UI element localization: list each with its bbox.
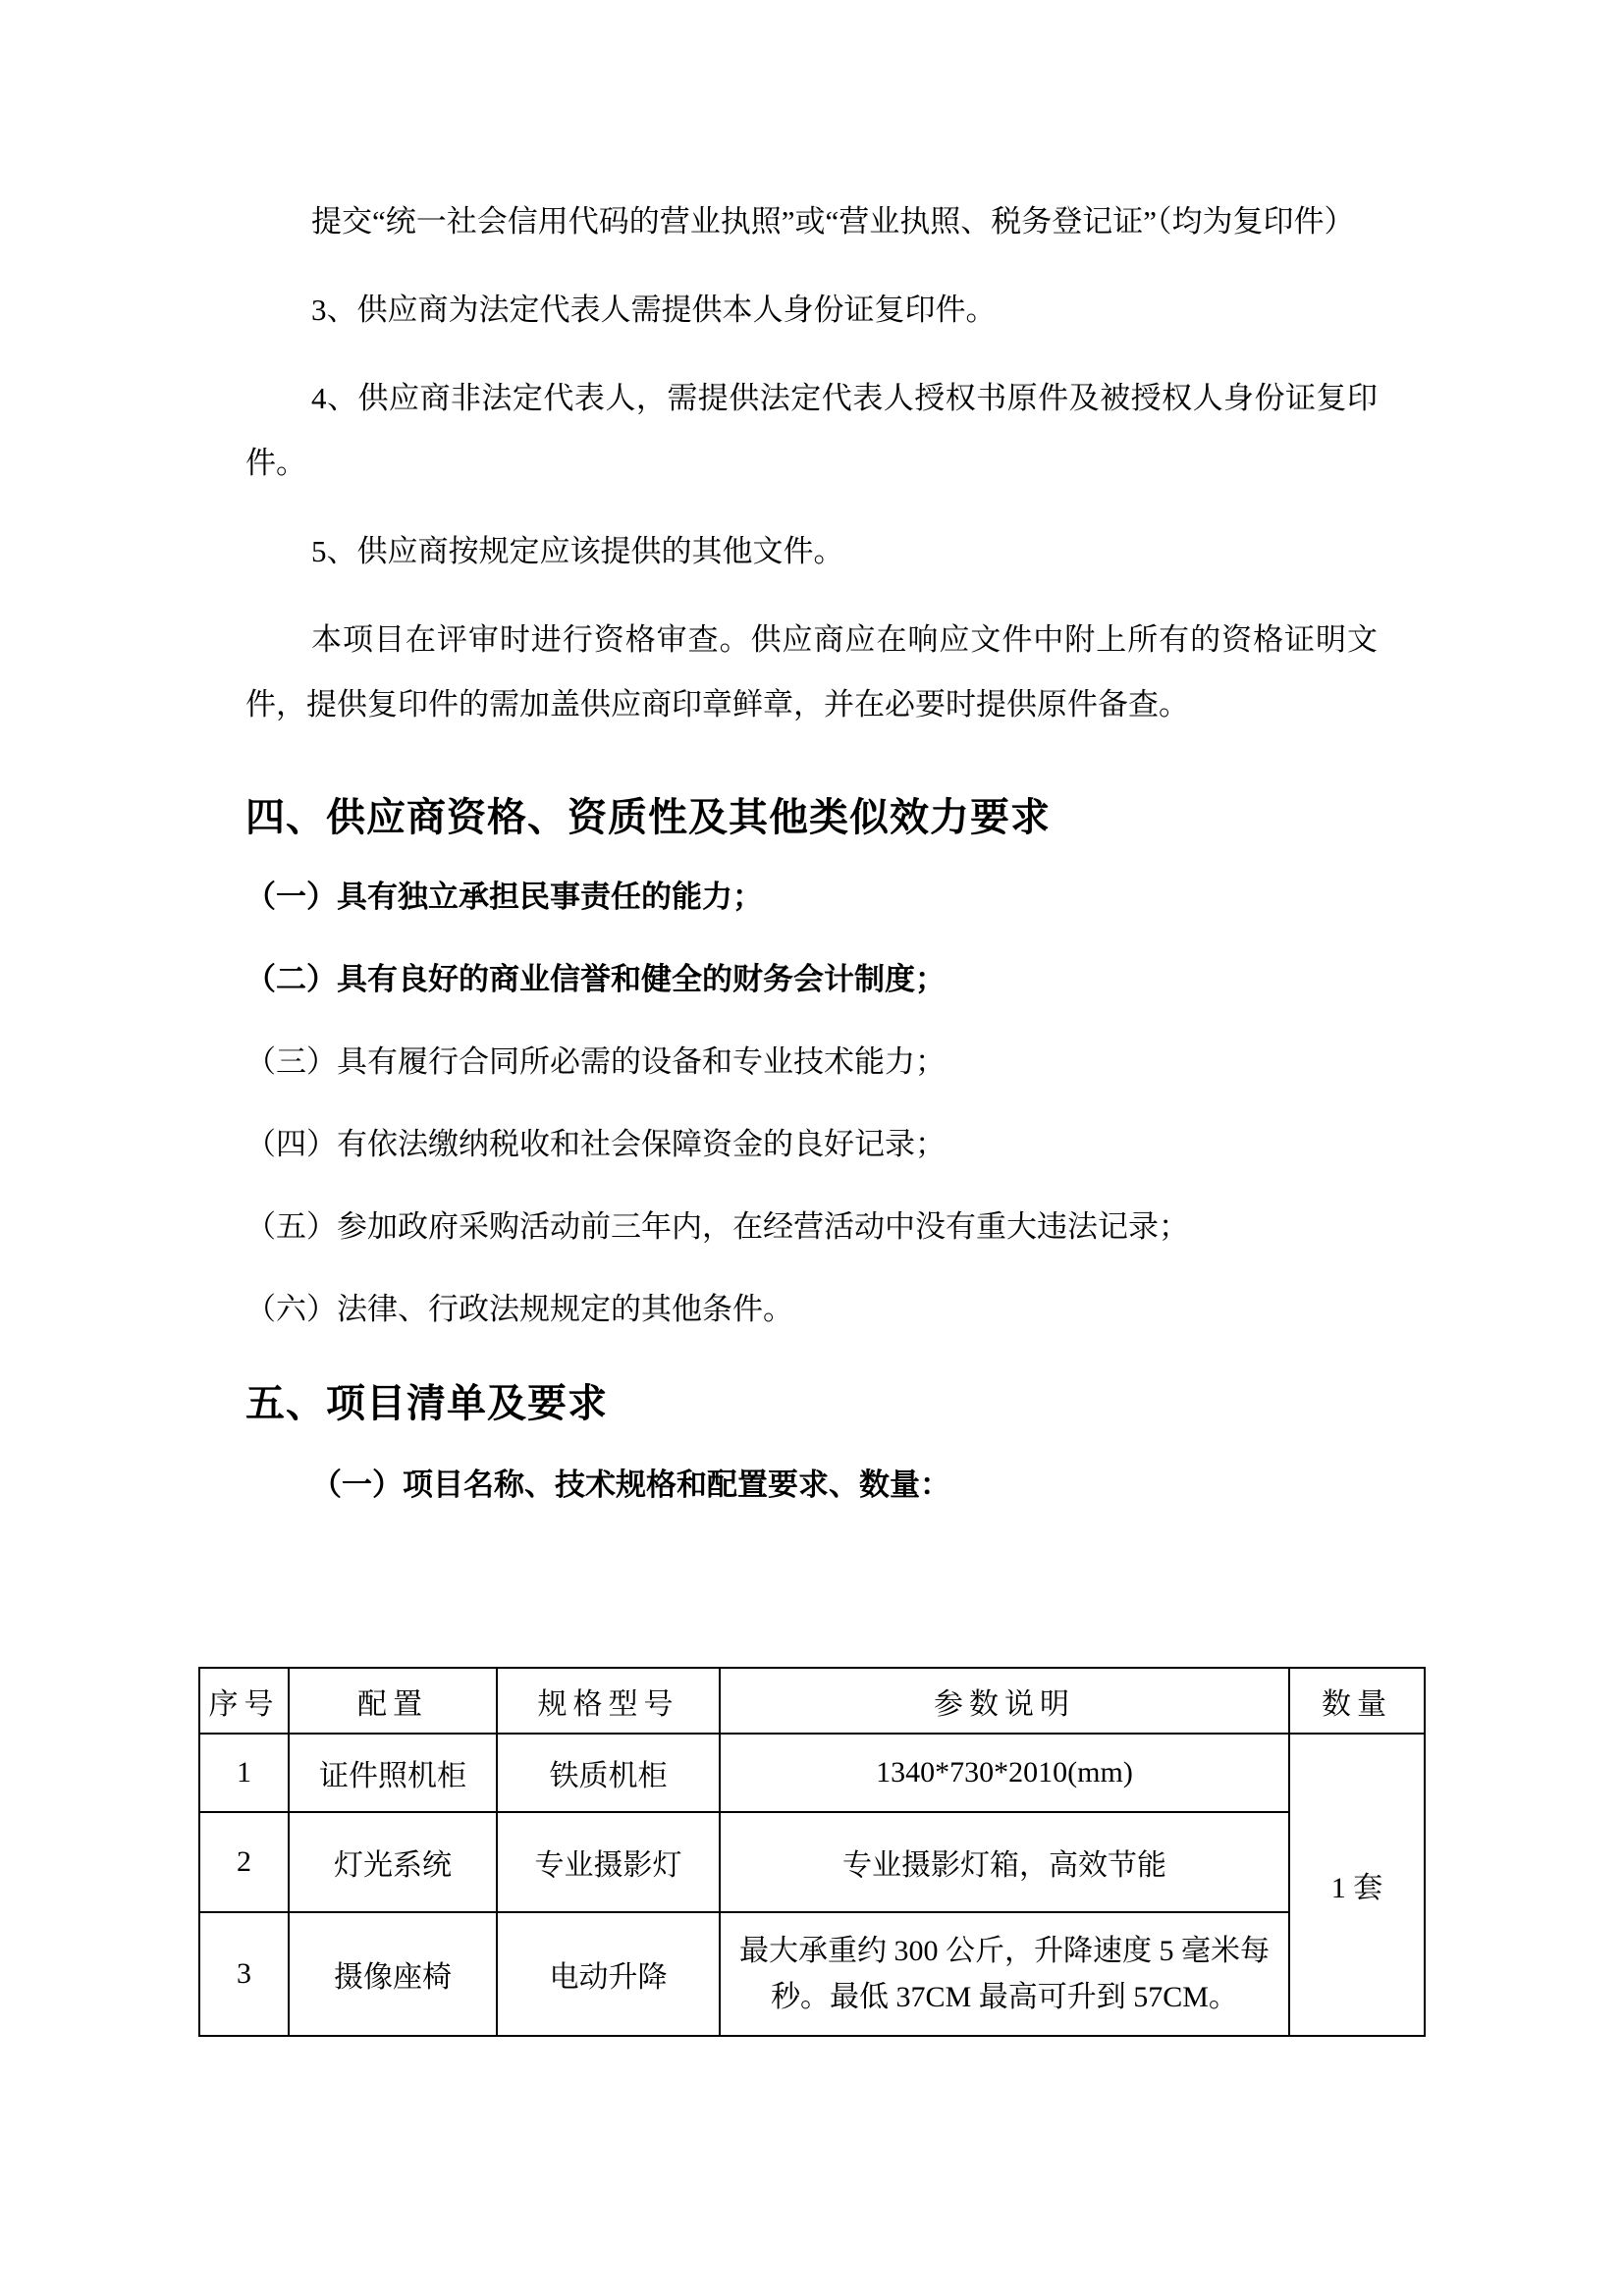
table-row [199,1912,1425,2036]
cell-config: 摄像座椅 [289,1912,497,2036]
header-cell-params: 参数说明 [720,1668,1289,1734]
header-cell-config: 配置 [289,1668,497,1734]
cell-params: 最大承重约 300 公斤，升降速度 5 毫米每秒。最低 37CM 最高可升到 57CM。 [720,1912,1289,2036]
paragraph-item-4: 4、供应商非法定代表人，需提供法定代表人授权书原件及被授权人身份证复印件。 [245,381,1378,480]
spec-table-container [198,1667,1426,2037]
paragraph-business-license: 提交“统一社会信用代码的营业执照”或“营业执照、税务登记证”（均为复印件） [311,204,1355,239]
requirement-item-4: （四）有依法缴纳税收和社会保障资金的良好记录； [245,1127,946,1161]
cell-no: 3 [199,1912,289,2036]
spec-table [198,1667,1426,2037]
cell-params: 1340*730*2010(mm) [720,1734,1289,1812]
section-five-heading: 五、项目清单及要求 [245,1382,608,1425]
requirement-item-6: （六）法律、行政法规规定的其他条件。 [245,1292,793,1326]
cell-model: 专业摄影灯 [497,1812,720,1912]
cell-quantity-merged: 1 套 [1289,1734,1425,2036]
paragraph-qualification-review: 本项目在评审时进行资格审查。供应商应在响应文件中附上所有的资格证明文件，提供复印件的需加盖供应商印章鲜章，并在必要时提供原件备查。 [245,622,1378,721]
requirement-item-5: （五）参加政府采购活动前三年内，在经营活动中没有重大违法记录； [245,1209,1189,1244]
table-header-row [199,1668,1425,1734]
table-row [199,1734,1425,1812]
header-cell-no: 序号 [199,1668,289,1734]
cell-config: 灯光系统 [289,1812,497,1912]
requirement-item-1: （一）具有独立承担民事责任的能力； [245,880,763,914]
cell-model: 铁质机柜 [497,1734,720,1812]
header-cell-quantity: 数量 [1289,1668,1425,1734]
cell-params: 专业摄影灯箱，高效节能 [720,1812,1289,1912]
table-row [199,1812,1425,1912]
cell-no: 2 [199,1812,289,1912]
paragraph-item-3: 3、供应商为法定代表人需提供本人身份证复印件。 [311,293,997,327]
section-four-heading: 四、供应商资格、资质性及其他类似效力要求 [245,796,1051,839]
paragraph-item-5: 5、供应商按规定应该提供的其他文件。 [311,534,844,568]
header-cell-model: 规格型号 [497,1668,720,1734]
requirement-item-2: （二）具有良好的商业信誉和健全的财务会计制度； [245,962,946,996]
requirement-item-3: （三）具有履行合同所必需的设备和专业技术能力； [245,1044,946,1079]
cell-model: 电动升降 [497,1912,720,2036]
section-five-subheading: （一）项目名称、技术规格和配置要求、数量： [311,1468,950,1502]
cell-no: 1 [199,1734,289,1812]
cell-config: 证件照机柜 [289,1734,497,1812]
